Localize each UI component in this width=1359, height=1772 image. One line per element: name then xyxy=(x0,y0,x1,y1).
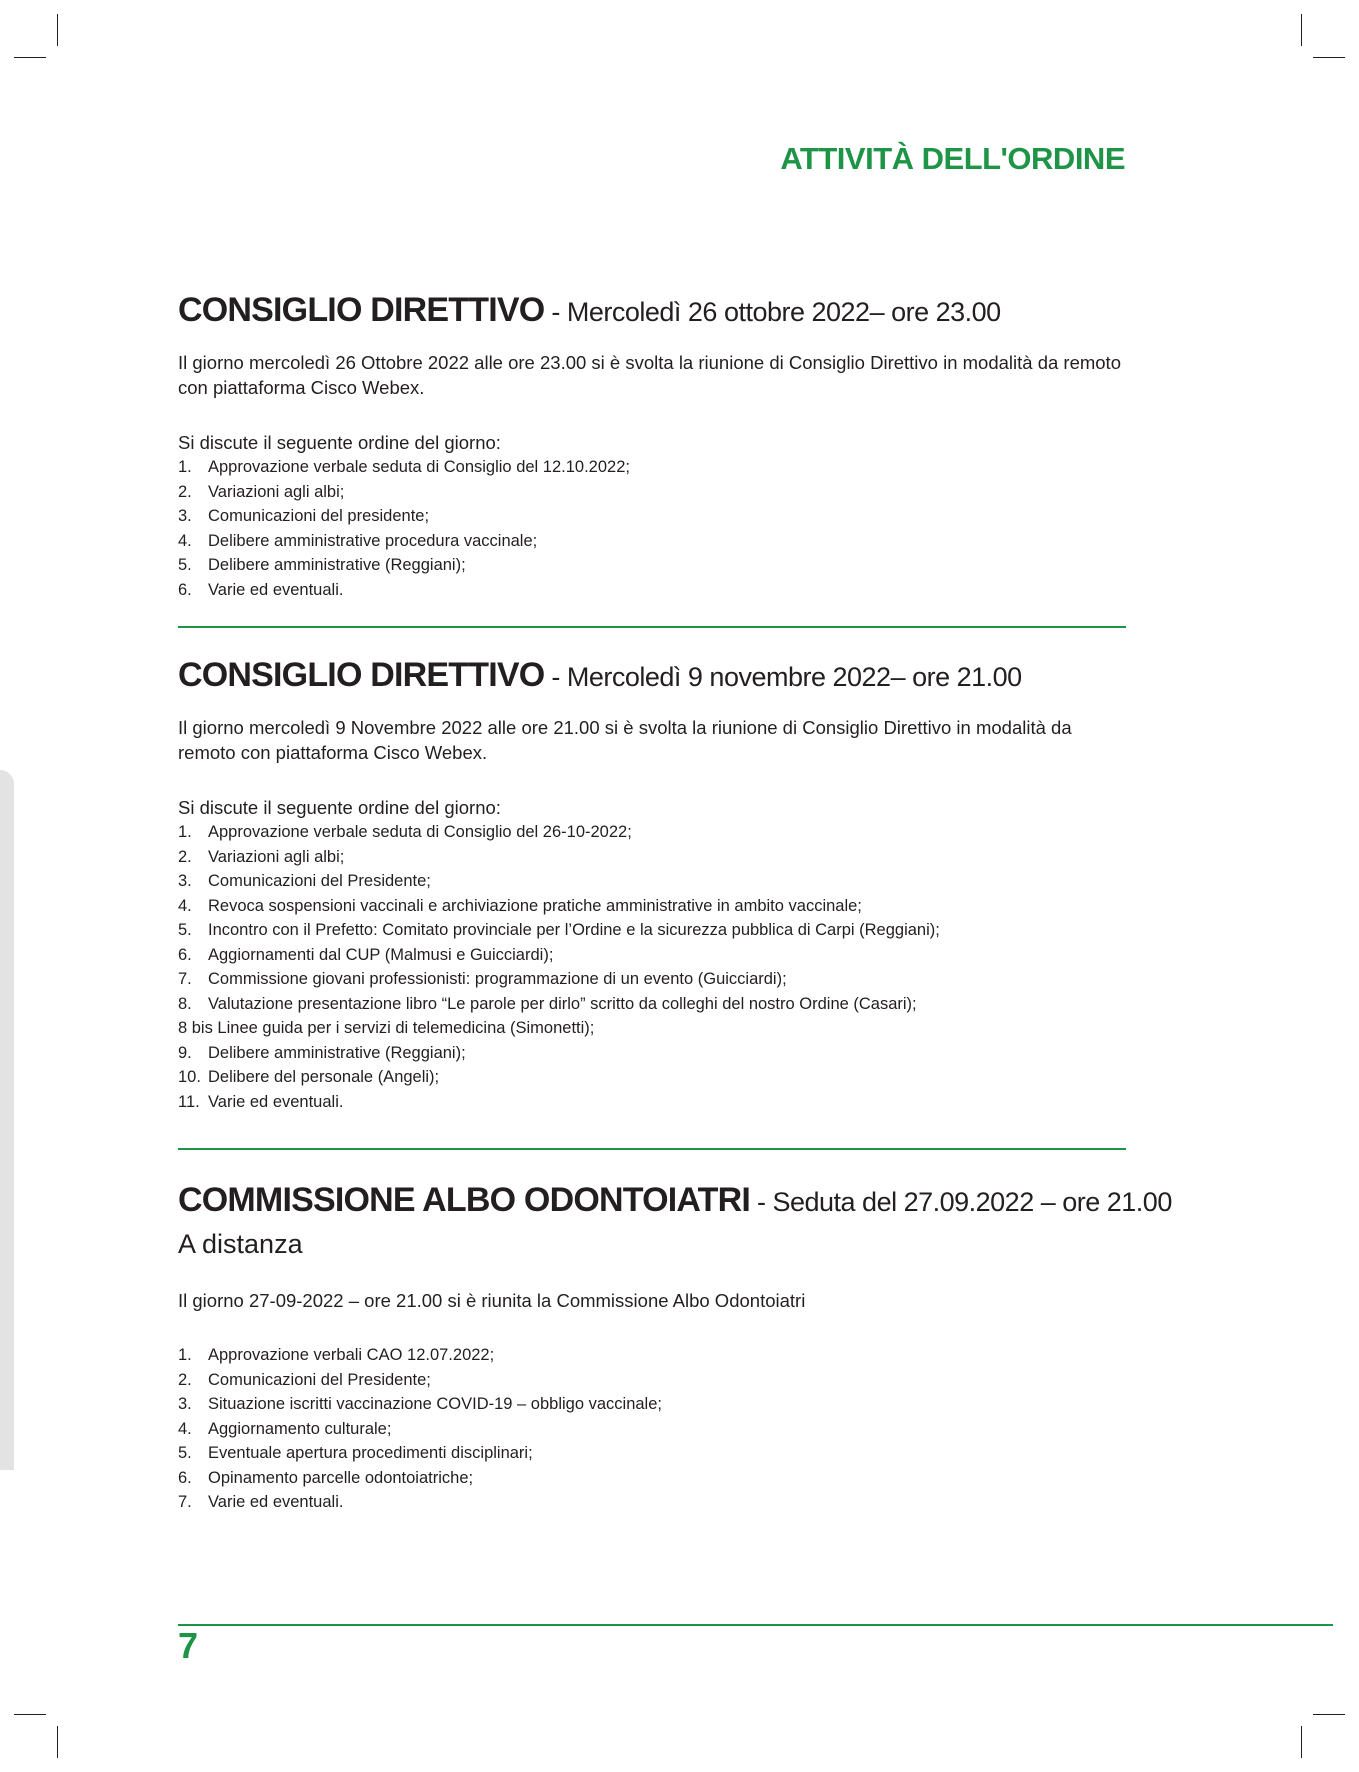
item-number: 2. xyxy=(178,482,192,501)
agenda-list xyxy=(178,820,1123,1114)
list-item xyxy=(178,967,1123,992)
list-item xyxy=(178,480,1123,505)
list-item xyxy=(178,1417,1123,1442)
item-number: 1. xyxy=(178,458,192,476)
list-item xyxy=(178,1441,1123,1466)
list-item xyxy=(178,1466,1123,1491)
list-item xyxy=(178,869,1123,894)
list-item xyxy=(178,1041,1123,1066)
item-number: 10. xyxy=(178,1068,201,1086)
agenda-lead: Si discute il seguente ordine del giorno: xyxy=(178,432,501,453)
item-text: Delibere amministrative (Reggiani); xyxy=(208,556,466,574)
crop-mark xyxy=(1301,14,1302,46)
crop-mark xyxy=(14,57,46,58)
list-item xyxy=(178,845,1123,870)
list-item xyxy=(178,1343,1123,1368)
item-number: 2. xyxy=(178,847,192,866)
item-text: Approvazione verbale seduta di Consiglio del 12.10.2022; xyxy=(208,458,630,476)
item-text: Delibere amministrative procedura vaccinale; xyxy=(208,531,538,550)
item-number: 4. xyxy=(178,1419,192,1438)
section-title-bold: COMMISSIONE ALBO ODONTOIATRI xyxy=(178,1181,750,1219)
item-text: Aggiornamento culturale; xyxy=(208,1419,392,1438)
crop-mark xyxy=(1301,1726,1302,1758)
section-consiglio-9-novembre xyxy=(178,657,1123,1114)
item-text: Varie ed eventuali. xyxy=(208,580,344,599)
crop-mark xyxy=(14,1714,46,1715)
item-text: Eventuale apertura procedimenti disciplinari; xyxy=(208,1444,533,1462)
section-title-bold: CONSIGLIO DIRETTIVO xyxy=(178,656,545,694)
item-text: Incontro con il Prefetto: Comitato provinciale per l’Ordine e la sicurezza pubblica di Carpi (Reggiani); xyxy=(208,921,940,939)
list-item xyxy=(178,1065,1123,1090)
list-item xyxy=(178,1016,1123,1041)
list-item xyxy=(178,1090,1123,1115)
side-decoration xyxy=(0,770,14,1470)
agenda-list xyxy=(178,1343,1123,1515)
item-text: Valutazione presentazione libro “Le parole per dirlo” scritto da colleghi del nostro Ordine (Casari); xyxy=(208,994,917,1013)
section-paragraph: Il giorno mercoledì 26 Ottobre 2022 alle ore 23.00 si è svolta la riunione di Consiglio Direttivo in modalità da remoto con piattaforma Cisco Webex. xyxy=(178,352,1121,398)
section-title xyxy=(178,292,1123,330)
item-text: Delibere del personale (Angeli); xyxy=(208,1068,440,1086)
item-text: Aggiornamenti dal CUP (Malmusi e Guicciardi); xyxy=(208,945,554,964)
list-item xyxy=(178,578,1123,603)
item-text: 8 bis Linee guida per i servizi di telemedicina (Simonetti); xyxy=(178,1019,595,1037)
crop-mark xyxy=(1313,57,1345,58)
crop-mark xyxy=(57,14,58,46)
item-text: Opinamento parcelle odontoiatriche; xyxy=(208,1468,474,1487)
section-consiglio-26-ottobre xyxy=(178,292,1123,602)
agenda-list xyxy=(178,455,1123,602)
page-header: ATTIVITÀ DELL'ORDINE xyxy=(780,141,1125,176)
item-number: 11. xyxy=(178,1092,200,1111)
section-title-date: - Mercoledì 9 novembre 2022– ore 21.00 xyxy=(544,662,1022,692)
item-text: Revoca sospensioni vaccinali e archiviazione pratiche amministrative in ambito vaccinale; xyxy=(208,896,862,915)
section-paragraph: Il giorno 27-09-2022 – ore 21.00 si è riunita la Commissione Albo Odontoiatri xyxy=(178,1290,806,1311)
list-item xyxy=(178,943,1123,968)
item-number: 3. xyxy=(178,507,192,525)
item-text: Commissione giovani professionisti: programmazione di un evento (Guicciardi); xyxy=(208,970,787,988)
crop-mark xyxy=(1313,1714,1345,1715)
item-text: Delibere amministrative (Reggiani); xyxy=(208,1043,466,1062)
item-number: 6. xyxy=(178,1468,192,1487)
item-number: 6. xyxy=(178,580,192,599)
page-number: 7 xyxy=(178,1625,199,1666)
footer-divider xyxy=(178,1624,1333,1626)
item-text: Situazione iscritti vaccinazione COVID-19 – obbligo vaccinale; xyxy=(208,1395,662,1413)
item-number: 7. xyxy=(178,1493,192,1511)
section-commissione-albo xyxy=(178,1181,1172,1515)
section-title xyxy=(178,657,1123,695)
crop-mark xyxy=(57,1726,58,1758)
list-item xyxy=(178,553,1123,578)
section-title-date: - Mercoledì 26 ottobre 2022– ore 23.00 xyxy=(544,297,1001,327)
section-paragraph: Il giorno mercoledì 9 Novembre 2022 alle ore 21.00 si è svolta la riunione di Consiglio Direttivo in modalità da remoto con piattaforma Cisco Webex. xyxy=(178,717,1072,763)
section-subtitle: A distanza xyxy=(178,1229,303,1259)
list-item xyxy=(178,529,1123,554)
list-item xyxy=(178,918,1123,943)
list-item xyxy=(178,504,1123,529)
item-number: 5. xyxy=(178,921,192,939)
item-text: Comunicazioni del Presidente; xyxy=(208,872,431,890)
item-number: 1. xyxy=(178,823,192,841)
item-text: Approvazione verbale seduta di Consiglio del 26-10-2022; xyxy=(208,823,632,841)
section-divider xyxy=(178,626,1126,628)
list-item xyxy=(178,1392,1123,1417)
item-text: Comunicazioni del Presidente; xyxy=(208,1370,431,1389)
item-number: 3. xyxy=(178,1395,192,1413)
item-text: Variazioni agli albi; xyxy=(208,482,345,501)
list-item xyxy=(178,455,1123,480)
item-number: 9. xyxy=(178,1043,192,1062)
item-number: 4. xyxy=(178,531,192,550)
section-title xyxy=(178,1181,1172,1220)
item-text: Approvazione verbali CAO 12.07.2022; xyxy=(208,1346,495,1364)
item-number: 5. xyxy=(178,1444,192,1462)
item-number: 6. xyxy=(178,945,192,964)
list-item xyxy=(178,992,1123,1017)
agenda-lead: Si discute il seguente ordine del giorno: xyxy=(178,797,501,818)
list-item xyxy=(178,1368,1123,1393)
list-item xyxy=(178,820,1123,845)
item-number: 1. xyxy=(178,1346,192,1364)
list-item xyxy=(178,894,1123,919)
section-title-bold: CONSIGLIO DIRETTIVO xyxy=(178,291,545,329)
item-text: Variazioni agli albi; xyxy=(208,847,345,866)
item-number: 7. xyxy=(178,970,192,988)
item-text: Varie ed eventuali. xyxy=(208,1493,344,1511)
item-text: Comunicazioni del presidente; xyxy=(208,507,430,525)
list-item xyxy=(178,1490,1123,1515)
item-text: Varie ed eventuali. xyxy=(208,1092,344,1111)
item-number: 4. xyxy=(178,896,192,915)
section-divider xyxy=(178,1148,1126,1150)
item-number: 3. xyxy=(178,872,192,890)
item-number: 5. xyxy=(178,556,192,574)
section-title-date: - Seduta del 27.09.2022 – ore 21.00 xyxy=(749,1187,1172,1217)
item-number: 2. xyxy=(178,1370,192,1389)
item-number: 8. xyxy=(178,994,192,1013)
